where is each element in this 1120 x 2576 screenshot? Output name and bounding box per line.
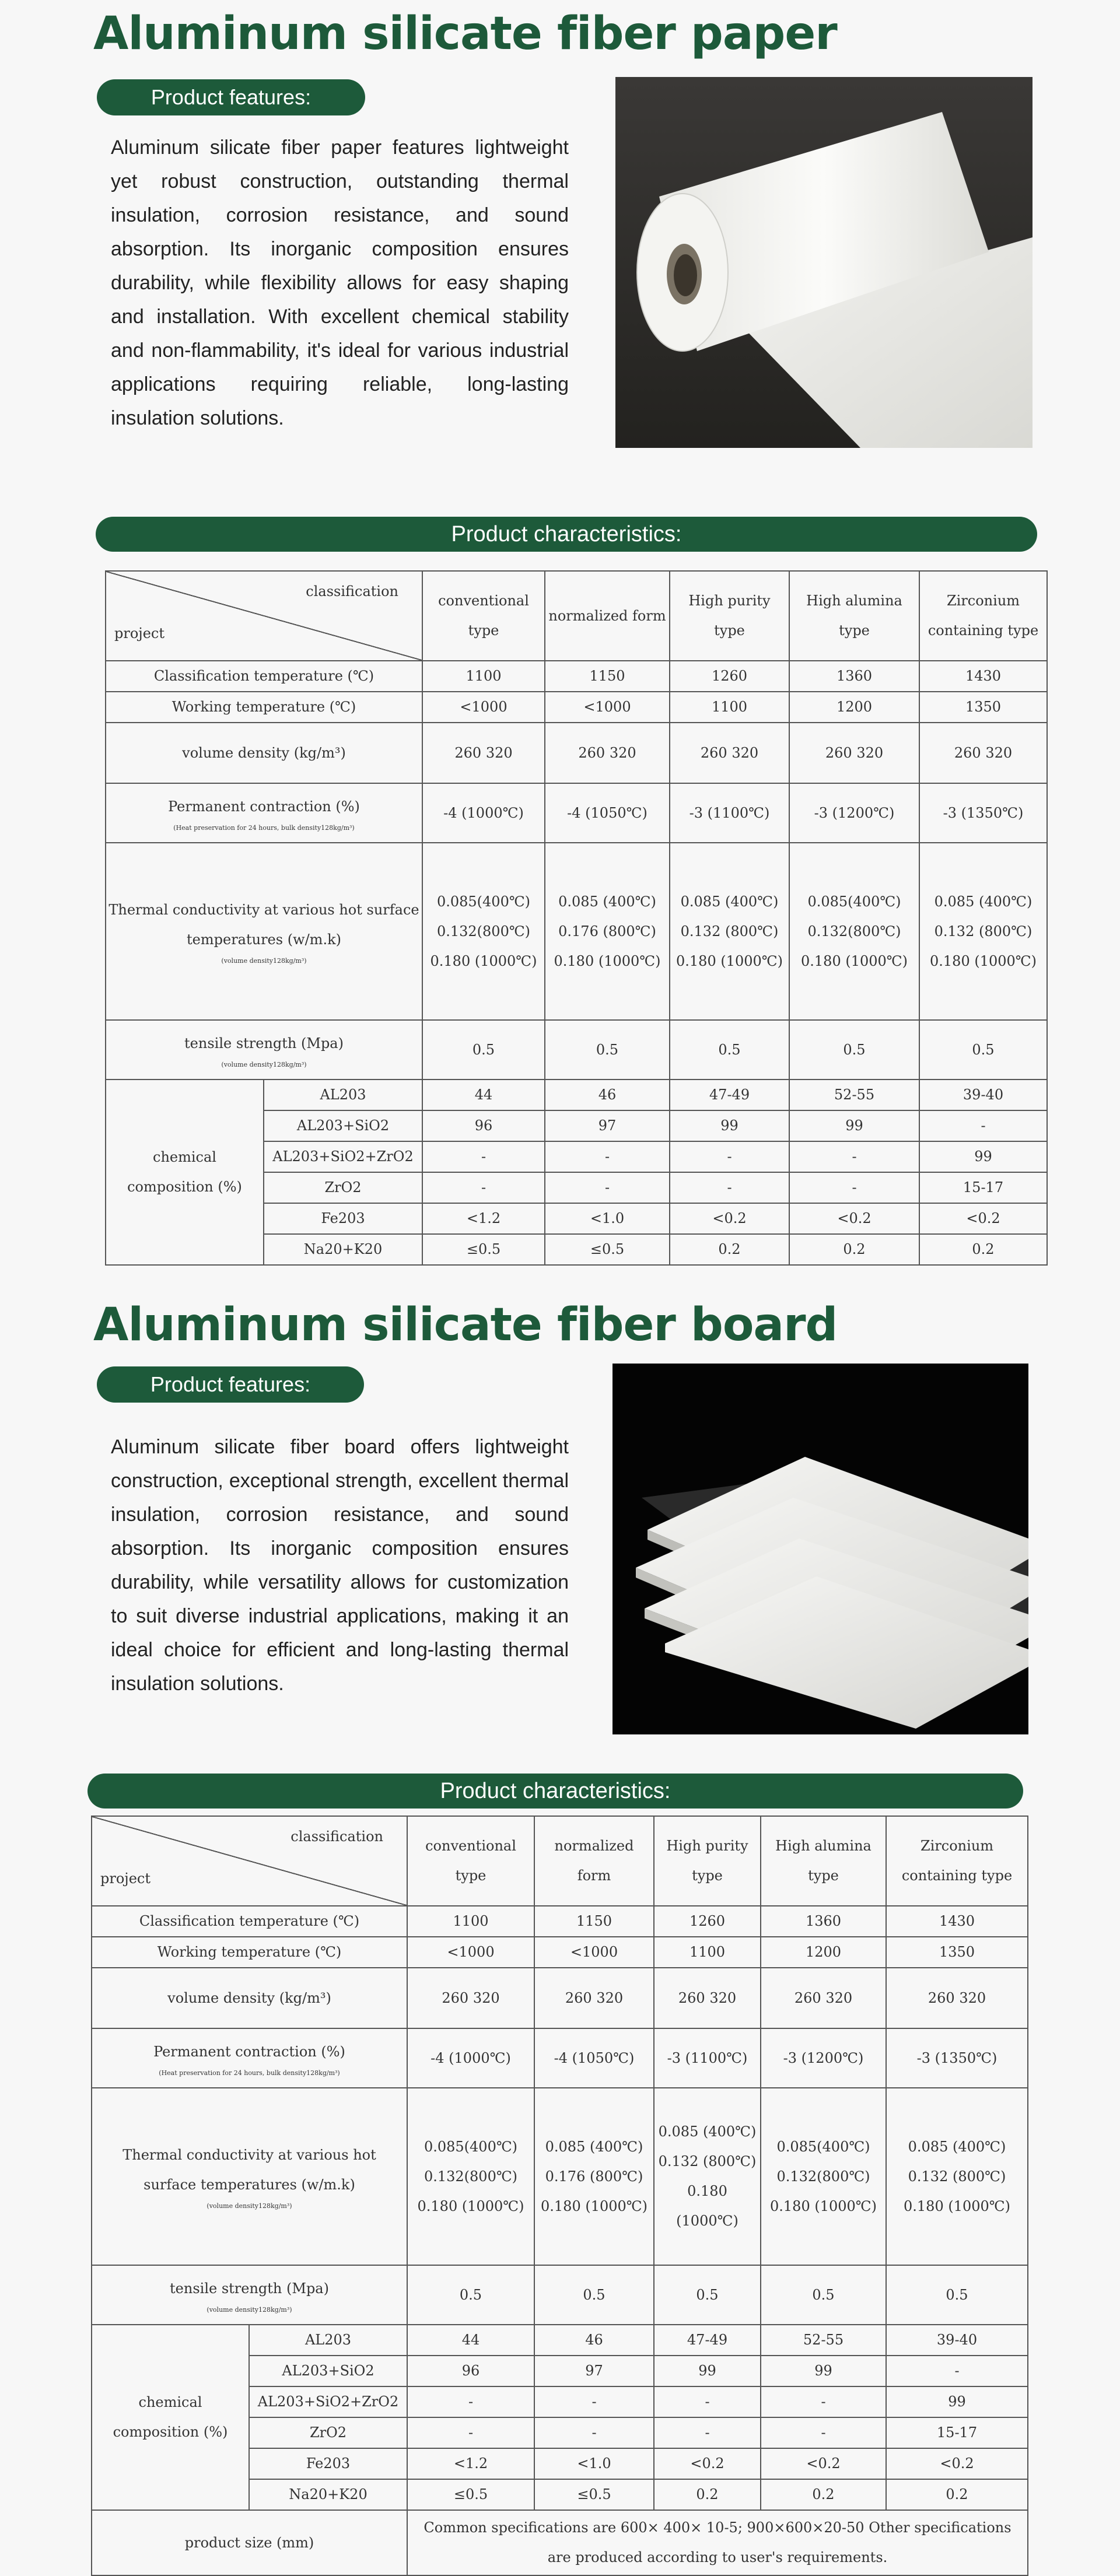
table-cell: - [761, 2417, 886, 2448]
table-cell: - [545, 1172, 670, 1203]
table-cell: 260 320 [919, 723, 1047, 783]
row-label: tensile strength (Mpa) [184, 1035, 344, 1052]
chem-name: ZrO2 [264, 1172, 422, 1203]
table-cell: 260 320 [422, 723, 545, 783]
fiber-paper-roll-photo [615, 77, 1032, 448]
row-label-with-note [106, 783, 422, 843]
table-cell: 46 [534, 2325, 654, 2356]
type-header: Zirconium containing type [886, 1816, 1028, 1906]
table-cell: - [545, 1141, 670, 1172]
row-label: Working temperature (℃) [92, 1937, 407, 1968]
paper-characteristics-bar: Product characteristics: [96, 517, 1037, 552]
table-cell: 0.5 [545, 1020, 670, 1080]
table-cell: 0.2 [670, 1234, 789, 1265]
table-cell: <1000 [422, 692, 545, 723]
table-cell: - [407, 2417, 534, 2448]
table-cell: 260 320 [886, 1968, 1028, 2028]
table-cell: 0.085 (400℃) 0.176 (800℃) 0.180 (1000℃) [545, 843, 670, 1020]
header-project: project [100, 1870, 151, 1887]
table-cell: 260 320 [534, 1968, 654, 2028]
table-cell: <0.2 [789, 1203, 919, 1234]
table-cell: -3 (1350℃) [886, 2028, 1028, 2088]
table-cell: 1100 [422, 661, 545, 692]
table-cell: 52-55 [761, 2325, 886, 2356]
table-cell: <0.2 [919, 1203, 1047, 1234]
row-label-with-note [106, 1020, 422, 1080]
fiber-board-stack-photo [612, 1364, 1028, 1734]
chem-name: AL203+SiO2+ZrO2 [249, 2386, 407, 2417]
table-cell: - [670, 1172, 789, 1203]
table-cell: 0.085 (400℃) 0.176 (800℃) 0.180 (1000℃) [534, 2088, 654, 2265]
table-cell: 0.5 [789, 1020, 919, 1080]
table-cell: 1150 [545, 661, 670, 692]
table-cell: 0.2 [886, 2479, 1028, 2510]
table-cell: <0.2 [886, 2448, 1028, 2479]
table-cell: 99 [761, 2356, 886, 2386]
table-cell: - [534, 2386, 654, 2417]
row-label: Classification temperature (℃) [92, 1906, 407, 1937]
row-label-with-note [92, 2028, 407, 2088]
row-note: (Heat preservation for 24 hours, bulk density128kg/m³) [173, 823, 355, 832]
row-label: volume density (kg/m³) [92, 1968, 407, 2028]
table-cell: 1100 [407, 1906, 534, 1937]
table-cell: 1100 [654, 1937, 761, 1968]
table-cell: -4 (1050℃) [545, 783, 670, 843]
row-label-with-note [106, 843, 422, 1020]
table-cell: 0.085 (400℃) 0.132 (800℃) 0.180 (1000℃) [919, 843, 1047, 1020]
table-cell: 0.5 [919, 1020, 1047, 1080]
table-cell: 0.5 [422, 1020, 545, 1080]
table-cell: <0.2 [670, 1203, 789, 1234]
row-note: (Heat preservation for 24 hours, bulk density128kg/m³) [159, 2069, 340, 2077]
type-header: High purity type [654, 1816, 761, 1906]
table-cell: 0.5 [886, 2265, 1028, 2325]
type-header: conventional type [407, 1816, 534, 1906]
table-cell: 1200 [761, 1937, 886, 1968]
table-cell: ≤0.5 [545, 1234, 670, 1265]
table-cell: 99 [789, 1110, 919, 1141]
product-size-label: product size (mm) [92, 2510, 407, 2575]
row-note: (volume density128kg/m³) [206, 2202, 292, 2210]
table-cell: 47-49 [654, 2325, 761, 2356]
table-cell: 15-17 [886, 2417, 1028, 2448]
chem-name: AL203 [249, 2325, 407, 2356]
chem-label: chemical composition (%) [106, 1080, 264, 1265]
paper-features-pill: Product features: [97, 79, 365, 115]
chem-name: Fe203 [264, 1203, 422, 1234]
chem-name: Na20+K20 [264, 1234, 422, 1265]
table-cell: 39-40 [886, 2325, 1028, 2356]
table-cell: 46 [545, 1080, 670, 1110]
board-characteristics-bar: Product characteristics: [88, 1774, 1023, 1809]
table-cell: 1360 [789, 661, 919, 692]
row-note: (volume density128kg/m³) [206, 2305, 292, 2314]
table-cell: ≤0.5 [407, 2479, 534, 2510]
row-label: Thermal conductivity at various hot surface temperatures (w/m.k) [123, 2147, 376, 2193]
row-label-with-note [92, 2088, 407, 2265]
table-cell: -4 (1000℃) [407, 2028, 534, 2088]
row-label: Permanent contraction (%) [168, 798, 360, 815]
type-header: normalized form [545, 571, 670, 661]
table-cell: <1.0 [534, 2448, 654, 2479]
table-cell: 1260 [654, 1906, 761, 1937]
table-cell: 97 [545, 1110, 670, 1141]
table-cell: ≤0.5 [534, 2479, 654, 2510]
board-title: Aluminum silicate fiber board [93, 1299, 838, 1351]
table-cell: 1200 [789, 692, 919, 723]
table-cell: -3 (1200℃) [761, 2028, 886, 2088]
table-cell: 47-49 [670, 1080, 789, 1110]
table-cell: 44 [407, 2325, 534, 2356]
table-cell: - [407, 2386, 534, 2417]
header-classification: classification [306, 583, 398, 600]
table-cell: 99 [654, 2356, 761, 2386]
table-cell: - [654, 2417, 761, 2448]
paper-title: Aluminum silicate fiber paper [93, 8, 837, 60]
table-cell: - [654, 2386, 761, 2417]
row-note: (volume density128kg/m³) [221, 957, 307, 965]
board-description: Aluminum silicate fiber board offers lightweight construction, exceptional strength, excellent thermal insulation, corrosion resistance, and sound absorption. Its inorganic composition ensures durability, while versatility allows for customization to suit diverse industrial applications, making it an ideal choice for efficient and long-lasting thermal insulation solutions. [111, 1436, 569, 1695]
table-cell: 15-17 [919, 1172, 1047, 1203]
table-cell: <1.2 [422, 1203, 545, 1234]
table-cell: <0.2 [654, 2448, 761, 2479]
table-cell: <1.2 [407, 2448, 534, 2479]
header-diagonal-cell [92, 1816, 407, 1906]
table-cell: 1350 [886, 1937, 1028, 1968]
header-classification: classification [290, 1828, 383, 1845]
table-cell: 96 [407, 2356, 534, 2386]
table-cell: 0.5 [761, 2265, 886, 2325]
type-header: normalized form [534, 1816, 654, 1906]
row-label: tensile strength (Mpa) [170, 2280, 329, 2297]
row-label-with-note [92, 2265, 407, 2325]
table-cell: - [422, 1172, 545, 1203]
table-cell: <1000 [534, 1937, 654, 1968]
table-cell: -3 (1100℃) [654, 2028, 761, 2088]
table-cell: <1.0 [545, 1203, 670, 1234]
row-label: Classification temperature (℃) [106, 661, 422, 692]
type-header: conventional type [422, 571, 545, 661]
table-cell: 0.085(400℃) 0.132(800℃) 0.180 (1000℃) [789, 843, 919, 1020]
table-cell: 260 320 [407, 1968, 534, 2028]
row-label: Thermal conductivity at various hot surface temperatures (w/m.k) [108, 902, 419, 948]
table-cell: 260 320 [545, 723, 670, 783]
table-cell: 39-40 [919, 1080, 1047, 1110]
table-cell: 52-55 [789, 1080, 919, 1110]
table-cell: 0.085 (400℃) 0.132 (800℃) 0.180 (1000℃) [654, 2088, 761, 2265]
table-cell: 99 [670, 1110, 789, 1141]
table-cell: - [422, 1141, 545, 1172]
table-cell: 260 320 [670, 723, 789, 783]
row-note: (volume density128kg/m³) [221, 1060, 307, 1068]
paper-description: Aluminum silicate fiber paper features lightweight yet robust construction, outstanding thermal insulation, corrosion resistance, and sound absorption. Its inorganic composition ensures durability, while flexibility allows for easy shaping and installation. With excellent chemical stability and non-flammability, it's ideal for various industrial applications requiring reliable, long-lasting insulation solutions. [111, 136, 569, 429]
table-cell: 0.5 [534, 2265, 654, 2325]
table-cell: 1150 [534, 1906, 654, 1937]
table-cell: -3 (1200℃) [789, 783, 919, 843]
table-cell: 260 320 [761, 1968, 886, 2028]
chem-name: ZrO2 [249, 2417, 407, 2448]
table-cell: <1000 [407, 1937, 534, 1968]
chem-name: Fe203 [249, 2448, 407, 2479]
row-label: volume density (kg/m³) [106, 723, 422, 783]
row-label: Permanent contraction (%) [153, 2043, 345, 2060]
table-cell: 44 [422, 1080, 545, 1110]
table-cell: - [919, 1110, 1047, 1141]
board-spec-table [91, 1816, 1028, 2576]
table-cell: 0.2 [919, 1234, 1047, 1265]
type-header: Zirconium containing type [919, 571, 1047, 661]
paper-spec-table [105, 570, 1048, 1266]
chem-name: AL203+SiO2 [264, 1110, 422, 1141]
table-cell: - [761, 2386, 886, 2417]
chem-label: chemical composition (%) [92, 2325, 249, 2510]
table-cell: <0.2 [761, 2448, 886, 2479]
table-cell: 1350 [919, 692, 1047, 723]
table-cell: 1360 [761, 1906, 886, 1937]
table-cell: 0.085(400℃) 0.132(800℃) 0.180 (1000℃) [422, 843, 545, 1020]
table-cell: 0.085(400℃) 0.132(800℃) 0.180 (1000℃) [407, 2088, 534, 2265]
table-cell: 1430 [886, 1906, 1028, 1937]
chem-name: AL203+SiO2+ZrO2 [264, 1141, 422, 1172]
table-cell: -3 (1100℃) [670, 783, 789, 843]
table-cell: 99 [886, 2386, 1028, 2417]
table-cell: 1430 [919, 661, 1047, 692]
table-cell: 99 [919, 1141, 1047, 1172]
type-header: High alumina type [789, 571, 919, 661]
row-label: Working temperature (℃) [106, 692, 422, 723]
table-cell: - [789, 1172, 919, 1203]
table-cell: <1000 [545, 692, 670, 723]
table-cell: ≤0.5 [422, 1234, 545, 1265]
table-cell: -3 (1350℃) [919, 783, 1047, 843]
table-cell: 0.2 [789, 1234, 919, 1265]
table-cell: - [534, 2417, 654, 2448]
header-project: project [114, 625, 165, 642]
table-cell: - [789, 1141, 919, 1172]
header-diagonal-cell [106, 571, 422, 661]
table-cell: 96 [422, 1110, 545, 1141]
table-cell: 0.5 [407, 2265, 534, 2325]
table-cell: -4 (1000℃) [422, 783, 545, 843]
table-cell: 0.2 [761, 2479, 886, 2510]
table-cell: 1100 [670, 692, 789, 723]
table-cell: 0.085(400℃) 0.132(800℃) 0.180 (1000℃) [761, 2088, 886, 2265]
table-cell: - [670, 1141, 789, 1172]
table-cell: 0.2 [654, 2479, 761, 2510]
table-cell: 0.5 [654, 2265, 761, 2325]
table-cell: 0.085 (400℃) 0.132 (800℃) 0.180 (1000℃) [886, 2088, 1028, 2265]
chem-name: Na20+K20 [249, 2479, 407, 2510]
table-cell: 0.085 (400℃) 0.132 (800℃) 0.180 (1000℃) [670, 843, 789, 1020]
table-cell: 97 [534, 2356, 654, 2386]
product-size-value: Common specifications are 600× 400× 10-5; 900×600×20-50 Other specifications are produced according to user's requirements. [407, 2510, 1028, 2575]
type-header: High purity type [670, 571, 789, 661]
table-cell: 260 320 [789, 723, 919, 783]
type-header: High alumina type [761, 1816, 886, 1906]
table-cell: - [886, 2356, 1028, 2386]
board-features-pill: Product features: [97, 1366, 364, 1403]
table-cell: 260 320 [654, 1968, 761, 2028]
table-cell: 1260 [670, 661, 789, 692]
chem-name: AL203+SiO2 [249, 2356, 407, 2386]
table-cell: -4 (1050℃) [534, 2028, 654, 2088]
table-cell: 0.5 [670, 1020, 789, 1080]
chem-name: AL203 [264, 1080, 422, 1110]
